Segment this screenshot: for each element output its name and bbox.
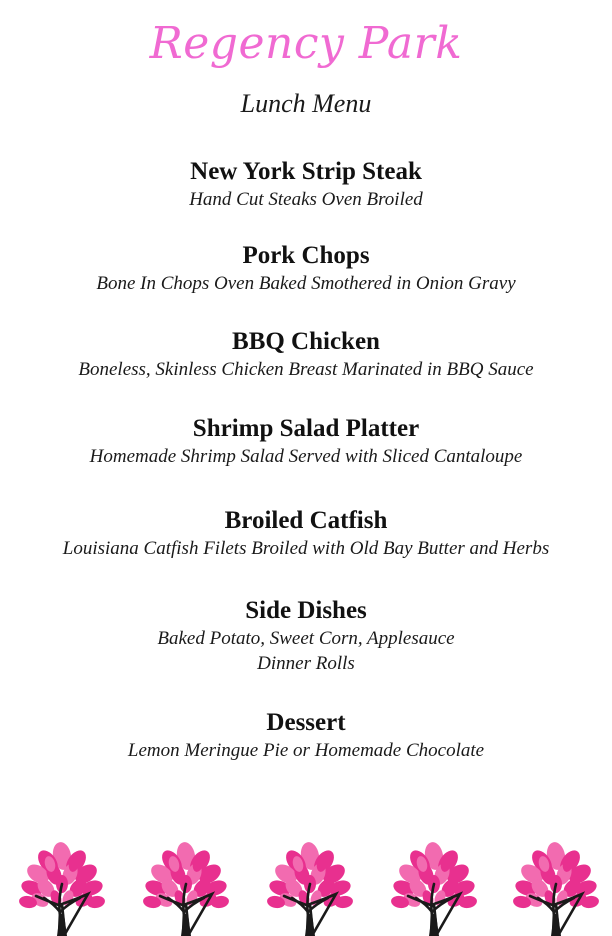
menu-item-description: Baked Potato, Sweet Corn, Applesauce xyxy=(157,628,455,649)
menu-item-steak xyxy=(0,157,612,212)
pink-tree-icon xyxy=(134,834,238,936)
restaurant-title: Regency Park xyxy=(149,18,463,69)
tree-decoration-row xyxy=(0,834,612,936)
menu-item-description: Lemon Meringue Pie or Homemade Chocolate xyxy=(127,740,485,761)
menu-item-bbq-chicken xyxy=(0,327,612,382)
menu-item-dessert xyxy=(0,708,612,763)
menu-item-title: Dessert xyxy=(266,709,346,736)
menu-item-description: Louisiana Catfish Filets Broiled with Old Bay Butter and Herbs xyxy=(62,538,550,559)
menu-item-title: New York Strip Steak xyxy=(190,158,422,185)
menu-item-title: Pork Chops xyxy=(242,242,370,269)
pink-tree-icon xyxy=(504,834,608,936)
menu-item-shrimp-salad xyxy=(0,414,612,469)
menu-item-description: Boneless, Skinless Chicken Breast Marinated in BBQ Sauce xyxy=(78,359,534,380)
pink-tree-icon xyxy=(382,834,486,936)
menu-item-title: Broiled Catfish xyxy=(224,507,388,534)
menu-item-title: Side Dishes xyxy=(245,597,367,624)
pink-tree-icon xyxy=(10,834,114,936)
pink-tree-icon xyxy=(258,834,362,936)
menu-item-broiled-catfish xyxy=(0,506,612,561)
menu-item-description: Dinner Rolls xyxy=(257,653,355,674)
menu-item-description: Bone In Chops Oven Baked Smothered in Onion Gravy xyxy=(96,273,516,294)
menu-item-title: Shrimp Salad Platter xyxy=(192,415,420,442)
menu-item-title: BBQ Chicken xyxy=(232,328,380,355)
menu-item-description: Hand Cut Steaks Oven Broiled xyxy=(189,189,423,210)
menu-item-pork-chops xyxy=(0,241,612,296)
menu-subtitle: Lunch Menu xyxy=(240,89,372,118)
menu-item-side-dishes xyxy=(0,596,612,676)
menu-item-description: Homemade Shrimp Salad Served with Sliced Cantaloupe xyxy=(89,446,523,467)
